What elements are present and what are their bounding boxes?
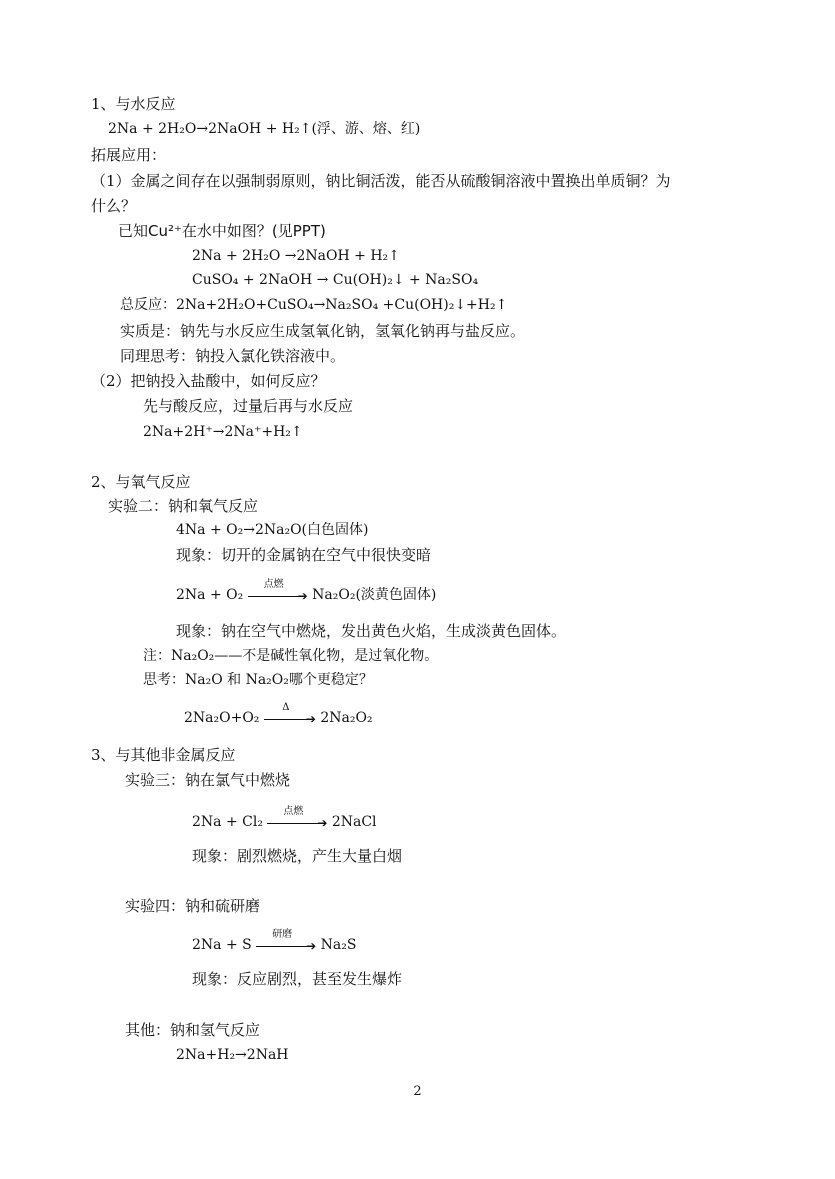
- equation-right: 2NaCl: [331, 814, 377, 830]
- reaction-condition: Δ: [282, 702, 290, 713]
- section-2-title: 2、与氧气反应: [91, 473, 191, 491]
- experiment-3-title: 实验三：钠在氯气中燃烧: [125, 771, 291, 789]
- section-1-title: 1、与水反应: [91, 95, 176, 113]
- arrow-right-icon: ➔: [306, 939, 317, 953]
- acid-reaction-equation: 2Na+2H⁺→2Na⁺+H₂↑: [143, 424, 303, 440]
- page-number: 2: [413, 1084, 422, 1099]
- equation-nah: 2Na+H₂→2NaH: [176, 1047, 289, 1063]
- section-3-title: 3、与其他非金属反应: [91, 746, 236, 764]
- question-2-answer: 先与酸反应，过量后再与水反应: [143, 397, 354, 415]
- total-reaction: 总反应：2Na+2H₂O+CuSO₄→Na₂SO₄ +Cu(OH)₂↓+H₂↑: [120, 297, 508, 313]
- water-reaction-equation: 2Na + 2H₂O→2NaOH + H₂↑(浮、游、熔、红): [108, 121, 421, 137]
- think-text: 同理思考：钠投入氯化铁溶液中。: [120, 347, 346, 365]
- reaction-condition: 点燃: [283, 806, 304, 817]
- na2o2-note: 注：Na₂O₂——不是碱性氧化物，是过氧化物。: [143, 648, 439, 664]
- equation-na2o: 4Na + O₂→2Na₂O(白色固体): [176, 522, 369, 538]
- phenomenon-1: 现象：切开的金属钠在空气中很快变暗: [176, 546, 432, 564]
- equation-left: 2Na + Cl₂: [192, 814, 263, 830]
- equation-left: 2Na + S: [192, 937, 252, 953]
- equation-na2o-to-na2o2: [184, 702, 373, 728]
- reaction-arrow: [267, 806, 328, 832]
- question-2: （2）把钠投入盐酸中，如何反应？: [91, 372, 326, 390]
- reaction-arrow: [248, 579, 308, 605]
- stability-question: 思考：Na₂O 和 Na₂O₂哪个更稳定？: [143, 672, 373, 688]
- arrow-right-icon: ➔: [297, 589, 308, 603]
- equation-cuso4: CuSO₄ + 2NaOH → Cu(OH)₂↓ + Na₂SO₄: [192, 272, 479, 288]
- other-reaction-title: 其他：钠和氢气反应: [125, 1021, 261, 1039]
- arrow-right-icon: ➔: [305, 712, 316, 726]
- reaction-arrow: [256, 929, 317, 955]
- reaction-condition: 研磨: [272, 929, 293, 940]
- equation-nacl: [192, 806, 377, 832]
- question-1-line-b: 什么？: [91, 197, 137, 215]
- essence-text: 实质是：钠先与水反应生成氢氧化钠，氢氧化钠再与盐反应。: [120, 322, 526, 340]
- reaction-condition: 点燃: [263, 579, 284, 590]
- equation-na2s: [192, 929, 357, 955]
- extension-heading: 拓展应用：: [91, 146, 167, 164]
- equation-right: Na₂S: [320, 937, 357, 953]
- reaction-arrow: [264, 702, 316, 728]
- phenomenon-2: 现象：钠在空气中燃烧，发出黄色火焰，生成淡黄色固体。: [176, 622, 567, 640]
- equation-right: Na₂O₂(淡黄色固体): [312, 587, 437, 603]
- equation-na2o2: [176, 579, 437, 605]
- equation-left: 2Na + O₂: [176, 587, 244, 603]
- arrow-right-icon: ➔: [317, 816, 328, 830]
- phenomenon-3: 现象：剧烈燃烧，产生大量白烟: [192, 847, 403, 865]
- equation-left: 2Na₂O+O₂: [184, 710, 260, 726]
- equation-na-water: 2Na + 2H₂O →2NaOH + H₂↑: [192, 248, 400, 264]
- known-note: 已知Cu²⁺在水中如图？(见PPT): [118, 222, 326, 240]
- experiment-2-title: 实验二：钠和氧气反应: [108, 497, 259, 515]
- question-1-line-a: （1）金属之间存在以强制弱原则，钠比铜活泼，能否从硫酸铜溶液中置换出单质铜？为: [91, 172, 671, 190]
- experiment-4-title: 实验四：钠和硫研磨: [125, 897, 261, 915]
- equation-right: 2Na₂O₂: [320, 710, 373, 726]
- phenomenon-4: 现象：反应剧烈，甚至发生爆炸: [192, 970, 403, 988]
